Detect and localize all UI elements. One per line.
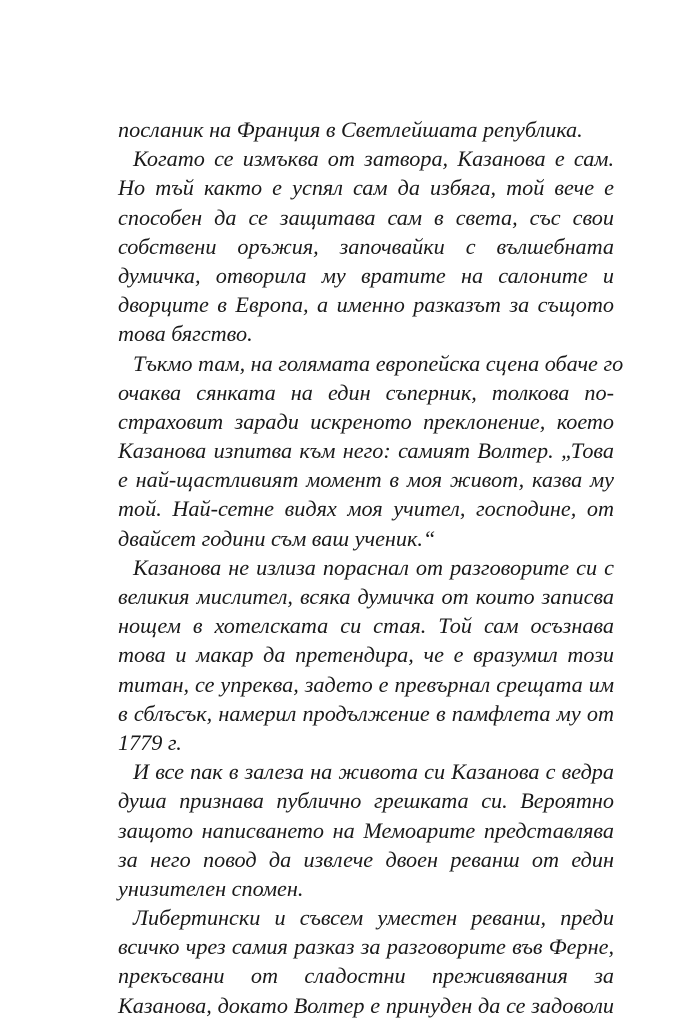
text-line: страховит заради искреното преклонение, което xyxy=(118,408,614,434)
text-line: думичка, отворила му вратите на салоните и xyxy=(118,262,614,288)
text-line: Казанова изпитва към него: самият Волтер. „Това xyxy=(118,438,614,464)
text-line: И все пак в залеза на живота си Казанова с ведра xyxy=(133,759,614,785)
text-line: дворците в Европа, а именно разказът за същото xyxy=(118,292,614,318)
text-line: титан, се упреква, задето е превърнал срещата им xyxy=(118,671,614,697)
text-line: той. Най-сетне видях моя учител, господине, от xyxy=(118,496,614,522)
text-line: е най-щастливият момент в моя живот, казва му xyxy=(118,467,614,493)
text-line: посланик на Франция в Светлейшата република. xyxy=(118,117,583,142)
text-line: Казанова, докато Волтер е принуден да се задоволи xyxy=(118,992,614,1018)
text-line: Но тъй както е успял сам да избяга, той вече е xyxy=(118,175,614,201)
text-line: двайсет години съм ваш ученик.“ xyxy=(118,525,436,551)
text-line: Когато се измъква от затвора, Казанова е сам. xyxy=(133,146,614,172)
text-line: всичко чрез самия разказ за разговорите във Ферне, xyxy=(118,934,614,960)
body-text xyxy=(118,115,624,1020)
text-line: Тъкмо там, на голямата европейска сцена обаче го xyxy=(133,350,624,376)
text-line: в сблъсък, намерил продължение в памфлета му от xyxy=(118,700,614,726)
text-line: великия мислител, всяка думичка от които записва xyxy=(118,584,614,609)
text-line: собствени оръжия, започвайки с вълшебната xyxy=(118,233,614,259)
text-line: унизителен спомен. xyxy=(118,875,304,901)
text-line: душа признава публично грешката си. Вероятно xyxy=(118,788,614,814)
text-line: 1779 г. xyxy=(118,729,182,755)
text-line: нощем в хотелската си стая. Той сам осъзнава xyxy=(118,613,614,639)
text-line: способен да се защитава сам в света, със свои xyxy=(118,204,614,230)
text-line: Казанова не излиза пораснал от разговорите си с xyxy=(133,554,614,580)
text-line: за него повод да извлече двоен реванш от един xyxy=(118,846,614,872)
text-line: прекъсвани от сладостни преживявания за xyxy=(118,963,614,989)
text-line: това бягство. xyxy=(118,321,253,347)
text-line: очаква сянката на един съперник, толкова по- xyxy=(118,379,614,405)
text-line: Либертински и съвсем уместен реванш, преди xyxy=(133,905,614,931)
text-line: защото написването на Мемоарите представлява xyxy=(118,817,614,843)
text-line: това и макар да претендира, че е вразумил този xyxy=(118,642,614,668)
